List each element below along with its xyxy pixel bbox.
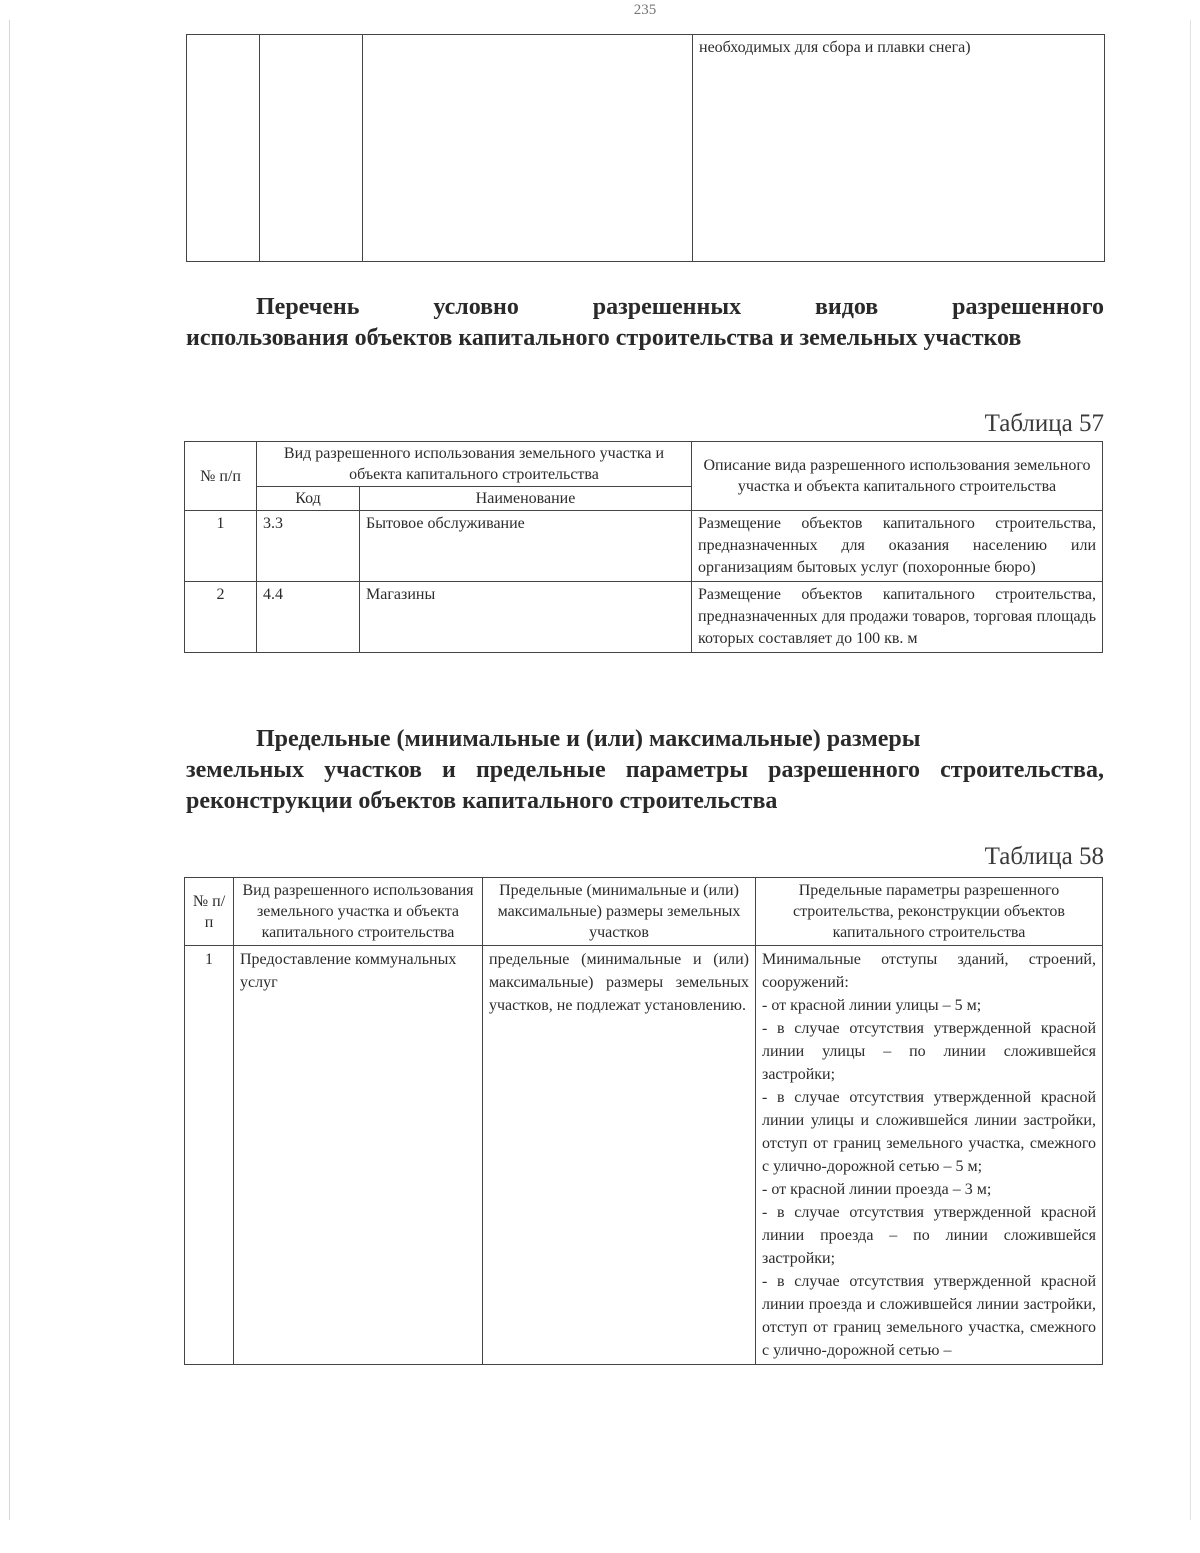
scan-edge-left bbox=[9, 20, 10, 1520]
table-row bbox=[185, 946, 1103, 1365]
table-58 bbox=[184, 877, 1103, 1365]
cell-kind: Предоставление коммунальных услуг bbox=[234, 946, 483, 1365]
cell-code: 4.4 bbox=[257, 582, 360, 653]
table-header-row bbox=[185, 878, 1103, 946]
header-params: Предельные параметры разрешенного строительства, реконструкции объектов капитального строительства bbox=[756, 878, 1103, 946]
header-kind: Вид разрешенного использования земельного участка и объекта капитального строительства bbox=[234, 878, 483, 946]
table-header-row bbox=[185, 442, 1103, 487]
heading-rest: использования объектов капитального строительства и земельных участков bbox=[186, 325, 1022, 351]
header-num: № п/п bbox=[185, 442, 257, 511]
cell-num bbox=[187, 35, 260, 262]
header-num: № п/п bbox=[185, 878, 234, 946]
section-heading-limits bbox=[186, 724, 1104, 817]
header-kind: Вид разрешенного использования земельного участка и объекта капитального строительства bbox=[257, 442, 692, 487]
table-57 bbox=[184, 441, 1103, 653]
table-row bbox=[187, 35, 1105, 262]
heading-first-line: Перечень условно разрешенных видов разрешенного bbox=[256, 294, 1104, 320]
header-description: Описание вида разрешенного использования земельного участка и объекта капитального строительства bbox=[692, 442, 1103, 511]
heading-rest: земельных участков и предельные параметры разрешенного строительства, реконструкции объектов капитального строительства bbox=[186, 757, 1104, 814]
cell-name: Магазины bbox=[360, 582, 692, 653]
param-line: Минимальные отступы зданий, строений, сооружений: bbox=[762, 951, 1096, 991]
param-line: - в случае отсутствия утвержденной красной линии улицы – по линии сложившейся застройки; bbox=[762, 1020, 1096, 1083]
param-line: - в случае отсутствия утвержденной красной линии улицы и сложившейся линии застройки, отступ от границ земельного участка, смежного с улично-дорожной сетью – 5 м; bbox=[762, 1089, 1096, 1175]
cell-sizes: предельные (минимальные и (или) максимальные) размеры земельных участков, не подлежат установлению. bbox=[483, 946, 756, 1365]
heading-first-line: Предельные (минимальные и (или) максимальные) размеры bbox=[256, 726, 921, 752]
page-number: 235 bbox=[633, 2, 657, 18]
cell-name: Бытовое обслуживание bbox=[360, 511, 692, 582]
table-row bbox=[185, 582, 1103, 653]
param-line: - от красной линии проезда – 3 м; bbox=[762, 1181, 992, 1198]
cell-code: 3.3 bbox=[257, 511, 360, 582]
cell-description: Размещение объектов капитального строительства, предназначенных для оказания населению или организациям бытовых услуг (похоронные бюро) bbox=[692, 511, 1103, 582]
header-sizes: Предельные (минимальные и (или) максимальные) размеры земельных участков bbox=[483, 878, 756, 946]
cell-name bbox=[363, 35, 693, 262]
param-line: - в случае отсутствия утвержденной красной линии проезда и сложившейся линии застройки, отступ от границ земельного участка, смежного с улично-дорожной сетью – bbox=[762, 1273, 1096, 1359]
cell-num: 1 bbox=[185, 511, 257, 582]
header-code: Код bbox=[257, 487, 360, 511]
table-caption: Таблица 58 bbox=[984, 843, 1104, 870]
param-line: - в случае отсутствия утвержденной красной линии проезда – по линии сложившейся застройки; bbox=[762, 1204, 1096, 1267]
cell-num: 2 bbox=[185, 582, 257, 653]
table-row bbox=[185, 511, 1103, 582]
cell-code bbox=[260, 35, 363, 262]
cell-num: 1 bbox=[185, 946, 234, 1365]
continuation-table bbox=[186, 34, 1105, 262]
cell-params bbox=[756, 946, 1103, 1365]
param-line: - от красной линии улицы – 5 м; bbox=[762, 997, 982, 1014]
cell-description: Размещение объектов капитального строительства, предназначенных для продажи товаров, торговая площадь которых составляет до 100 кв. м bbox=[692, 582, 1103, 653]
header-name: Наименование bbox=[360, 487, 692, 511]
table-caption: Таблица 57 bbox=[984, 410, 1104, 437]
section-heading-conditional-uses bbox=[186, 292, 1104, 354]
cell-description: необходимых для сбора и плавки снега) bbox=[693, 35, 1105, 262]
scan-edge-right bbox=[1190, 20, 1191, 1520]
